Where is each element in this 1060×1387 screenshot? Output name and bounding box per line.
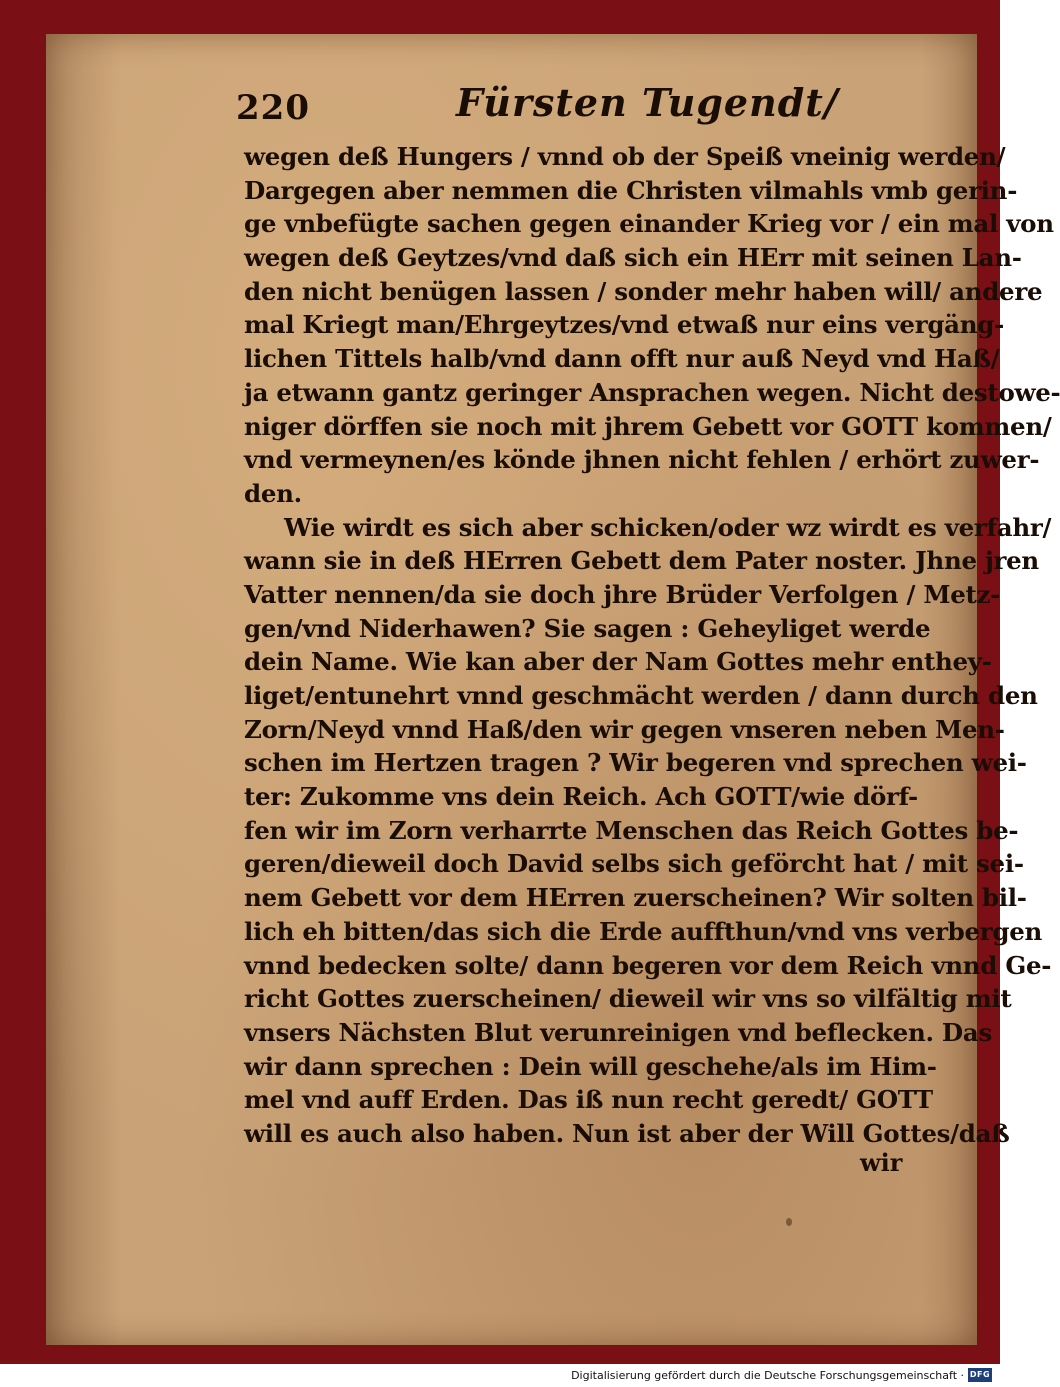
text-line: dein Name. Wie kan aber der Nam Gottes mehr enthey-	[244, 647, 992, 677]
text-line: wir dann sprechen : Dein will geschehe/als im Him-	[244, 1051, 937, 1081]
text-line: fen wir im Zorn verharrte Menschen das Reich Gottes be-	[244, 815, 1019, 845]
text-line: niger dörffen sie noch mit jhrem Gebett vor GOTT kommen/	[244, 411, 1052, 441]
footer-bar	[0, 1364, 1000, 1387]
text-line: den nicht benügen lassen / sonder mehr haben will/ andere	[244, 276, 1043, 306]
funding-credit: Digitalisierung gefördert durch die Deutsche Forschungsgemeinschaft ·	[571, 1369, 964, 1382]
text-line: wegen deß Geytzes/vnd daß sich ein HErr mit seinen Lan-	[244, 243, 1022, 273]
text-line: den.	[244, 478, 302, 508]
text-line: vnd vermeynen/es könde jhnen nicht fehlen / erhört zuwer-	[244, 445, 1040, 475]
text-line: ja etwann gantz geringer Ansprachen wegen. Nicht destowe-	[244, 377, 1060, 407]
text-line: Vatter nennen/da sie doch jhre Brüder Verfolgen / Metz-	[244, 579, 1001, 609]
text-line: will es auch also haben. Nun ist aber der Will Gottes/daß	[244, 1118, 1010, 1148]
paper-speck	[786, 1218, 792, 1226]
text-line: mel vnd auff Erden. Das iß nun recht geredt/ GOTT	[244, 1085, 933, 1115]
page-header	[236, 80, 936, 130]
text-line: geren/dieweil doch David selbs sich geförcht hat / mit sei-	[244, 849, 1024, 879]
text-line: Dargegen aber nemmen die Christen vilmahls vmb gerin-	[244, 175, 1018, 205]
text-line: schen im Hertzen tragen ? Wir begeren vnd sprechen wei-	[244, 748, 1027, 778]
text-line: liget/entunehrt vnnd geschmächt werden / dann durch den	[244, 681, 1038, 710]
text-line: nem Gebett vor dem HErren zuerscheinen? Wir solten bil-	[244, 883, 1027, 913]
text-line: vnnd bedecken solte/ dann begeren vor dem Reich vnnd Ge-	[244, 950, 1052, 980]
running-title: Fürsten Tugendt/	[456, 80, 839, 125]
page-number: 220	[236, 88, 310, 128]
text-line: ge vnbefügte sachen gegen einander Krieg vor / ein mal von	[244, 209, 1054, 239]
dfg-logo-icon: DFG	[968, 1368, 992, 1382]
text-line: wegen deß Hungers / vnnd ob der Speiß vneinig werden/	[244, 142, 1006, 171]
catchword: wir	[860, 1148, 903, 1177]
text-line: lich eh bitten/das sich die Erde auffthun/vnd vns verbergen	[244, 916, 1043, 946]
text-line: mal Kriegt man/Ehrgeytzes/vnd etwaß nur eins vergäng-	[244, 310, 1004, 340]
text-line: lichen Tittels halb/vnd dann offt nur auß Neyd vnd Haß/	[244, 344, 1000, 374]
text-line: wann sie in deß HErren Gebett dem Pater noster. Jhne jren	[244, 546, 1039, 576]
paragraph-start-line: Wie wirdt es sich aber schicken/oder wz wirdt es verfahr/	[284, 512, 1052, 542]
text-line: vnsers Nächsten Blut verunreinigen vnd beflecken. Das	[244, 1017, 992, 1047]
body-text	[244, 140, 1060, 1151]
text-line: richt Gottes zuerscheinen/ dieweil wir vns so vilfältig mit	[244, 984, 1012, 1014]
text-line: Zorn/Neyd vnnd Haß/den wir gegen vnseren neben Men-	[244, 714, 1005, 744]
text-line: ter: Zukomme vns dein Reich. Ach GOTT/wie dörf-	[244, 782, 918, 812]
text-line: gen/vnd Niderhawen? Sie sagen : Geheyliget werde	[244, 613, 931, 643]
